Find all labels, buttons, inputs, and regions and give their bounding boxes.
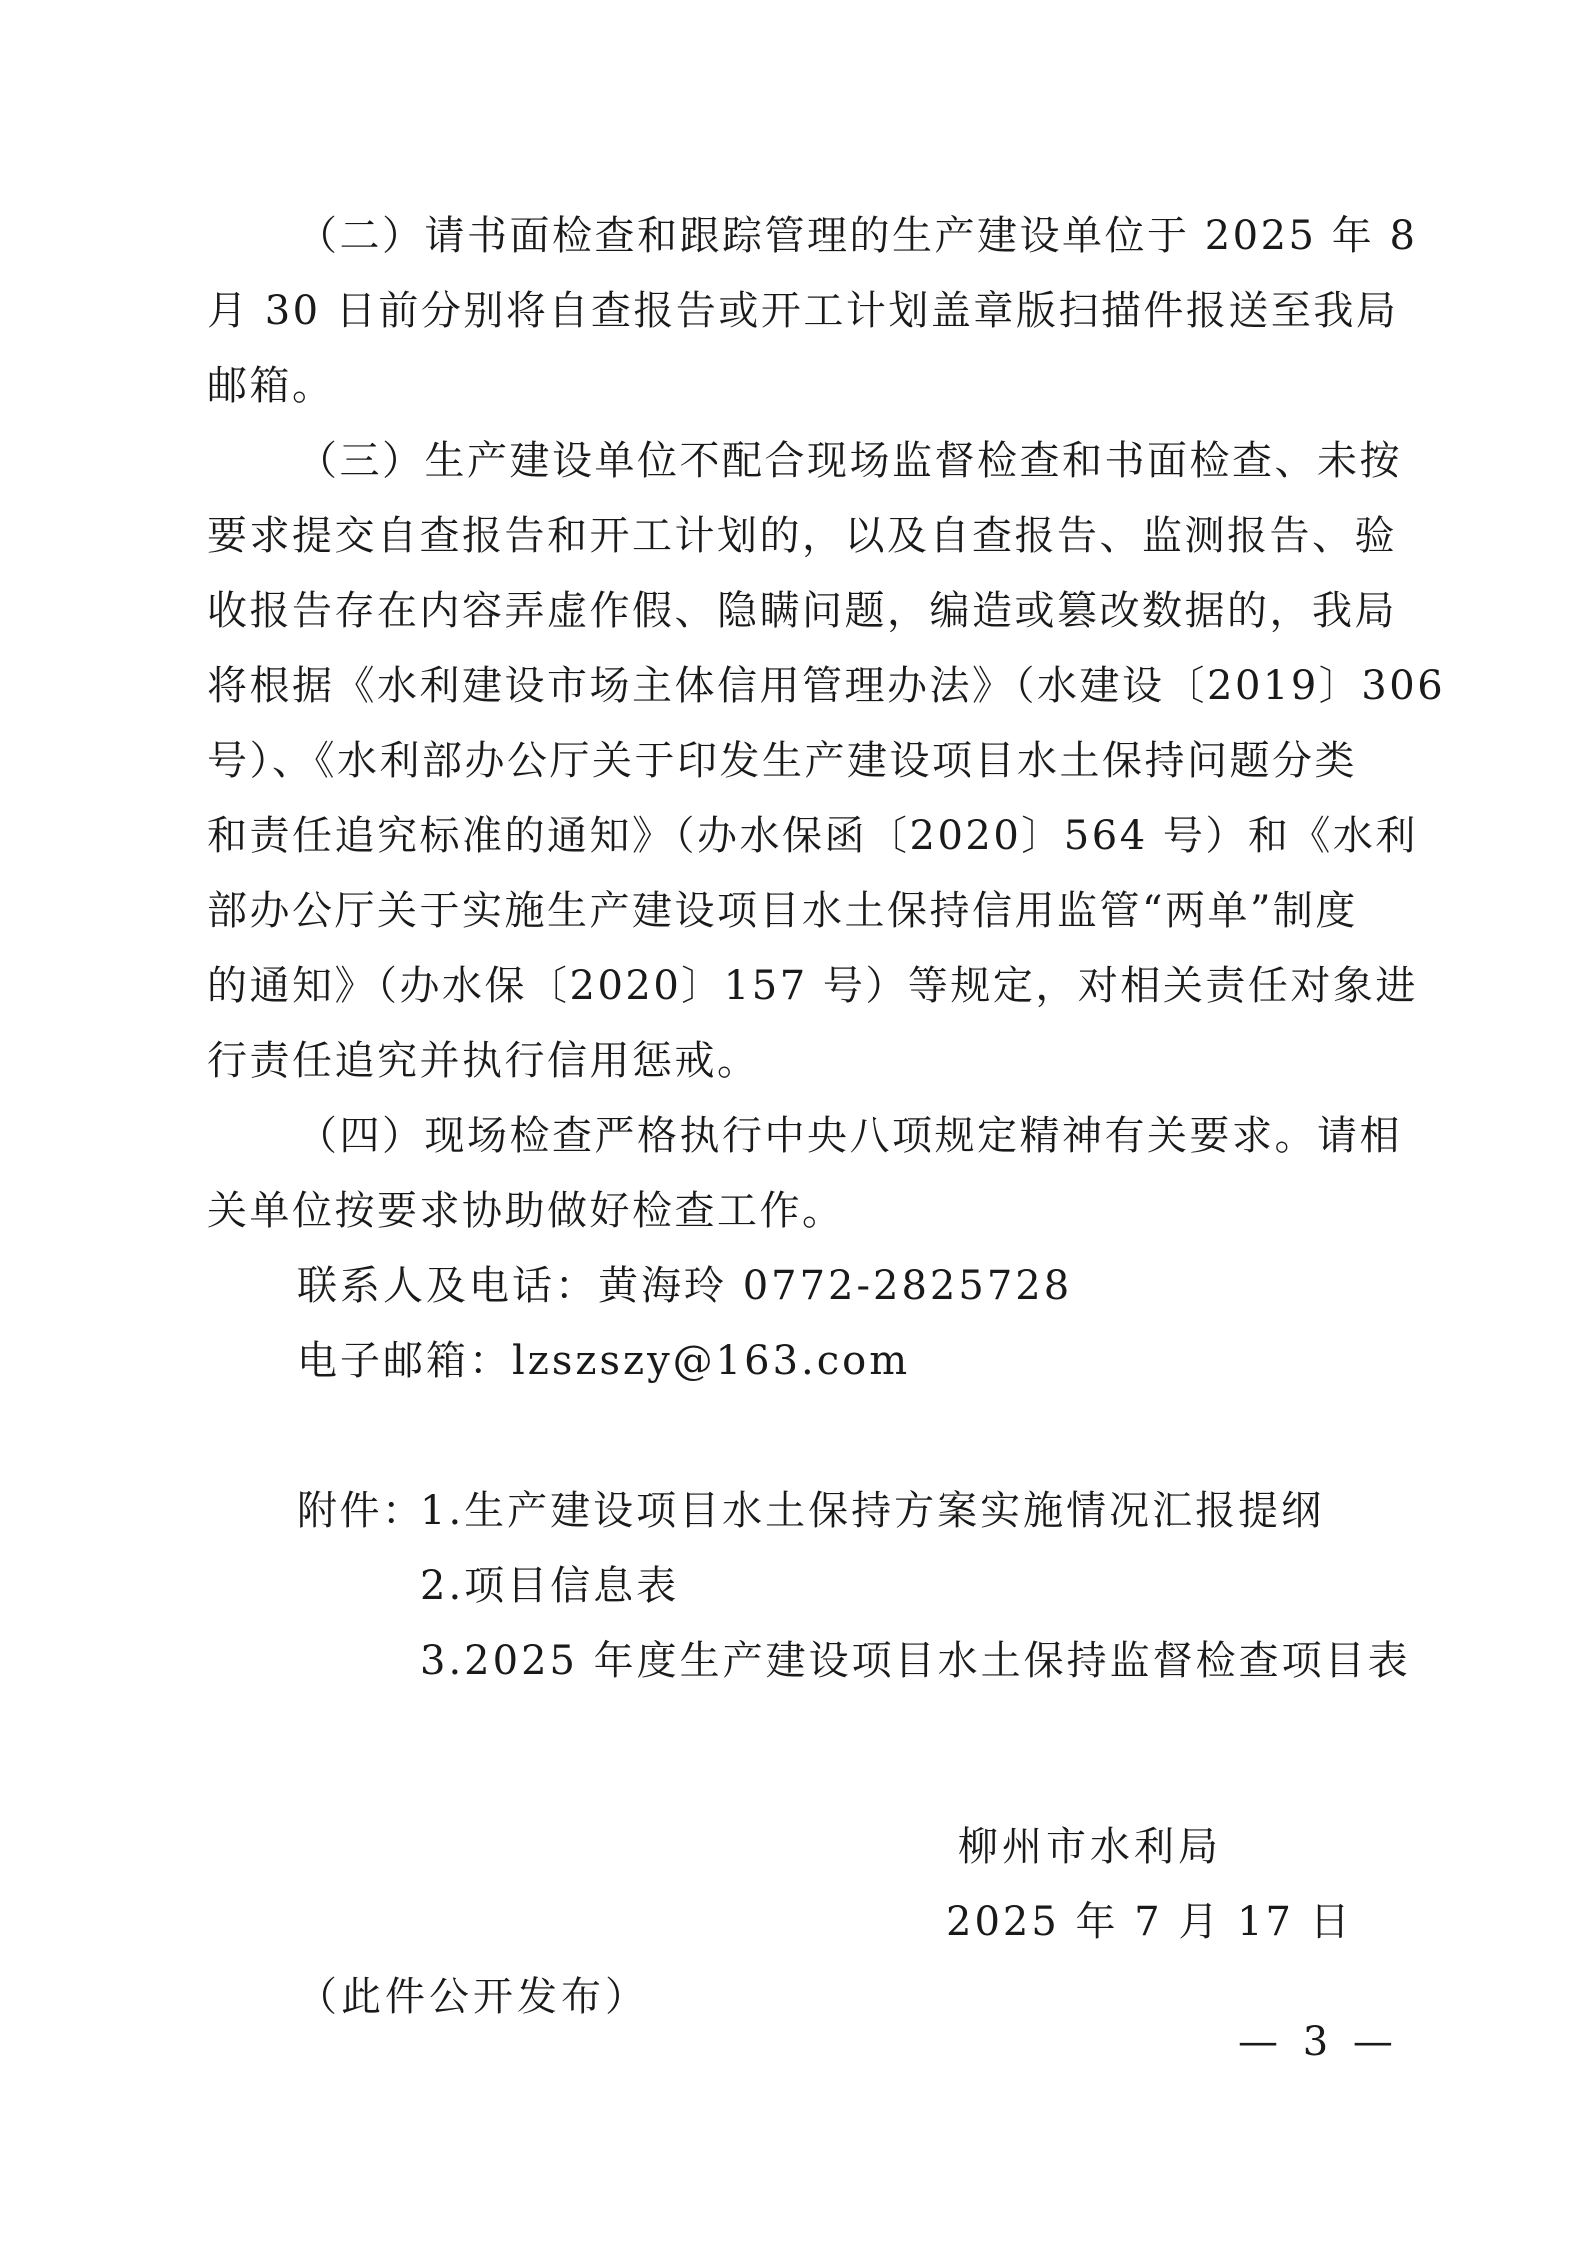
attachments-label: 附件： bbox=[297, 1488, 425, 1534]
paragraph-2-line-2: 月 30 日前分别将自查报告或开工计划盖章版扫描件报送至我局 bbox=[207, 288, 1399, 334]
paragraph-2-line-1: （二）请书面检查和跟踪管理的生产建设单位于 2025 年 8 bbox=[297, 213, 1418, 259]
paragraph-3-line-8: 的通知》（办水保〔2020〕157 号）等规定，对相关责任对象进 bbox=[207, 963, 1418, 1009]
paragraph-4-line-1: （四）现场检查严格执行中央八项规定精神有关要求。请相 bbox=[297, 1113, 1402, 1159]
paragraph-3-line-7: 部办公厅关于实施生产建设项目水土保持信用监管“两单”制度 bbox=[207, 888, 1358, 934]
paragraph-2-line-3: 邮箱。 bbox=[207, 363, 335, 409]
paragraph-3-line-9: 行责任追究并执行信用惩戒。 bbox=[207, 1038, 760, 1084]
paragraph-3-line-6: 和责任追究标准的通知》（办水保函〔2020〕564 号）和《水利 bbox=[207, 813, 1418, 859]
page-number: — 3 — bbox=[1238, 2019, 1399, 2065]
paragraph-3-line-2: 要求提交自查报告和开工计划的，以及自查报告、监测报告、验 bbox=[207, 513, 1397, 559]
contact-phone: 联系人及电话：黄海玲 0772-2825728 bbox=[297, 1263, 1073, 1309]
paragraph-3-line-5: 号）、《水利部办公厅关于印发生产建设项目水土保持问题分类 bbox=[207, 738, 1357, 784]
signature-date: 2025 年 7 月 17 日 bbox=[946, 1899, 1353, 1945]
paragraph-4-line-2: 关单位按要求协助做好检查工作。 bbox=[207, 1188, 845, 1234]
paragraph-3-line-4: 将根据《水利建设市场主体信用管理办法》（水建设〔2019〕306 bbox=[207, 663, 1446, 709]
attachment-item-2: 2.项目信息表 bbox=[420, 1563, 680, 1609]
paragraph-3-line-3: 收报告存在内容弄虚作假、隐瞒问题，编造或篡改数据的，我局 bbox=[207, 588, 1397, 634]
public-notice: （此件公开发布） bbox=[297, 1974, 649, 2020]
paragraph-3-line-1: （三）生产建设单位不配合现场监督检查和书面检查、未按 bbox=[297, 438, 1402, 484]
attachment-item-3: 3.2025 年度生产建设项目水土保持监督检查项目表 bbox=[420, 1638, 1411, 1684]
attachment-item-1: 1.生产建设项目水土保持方案实施情况汇报提纲 bbox=[420, 1488, 1325, 1534]
contact-email: 电子邮箱：lzszszy@163.com bbox=[297, 1338, 911, 1384]
signature-org: 柳州市水利局 bbox=[958, 1824, 1222, 1870]
